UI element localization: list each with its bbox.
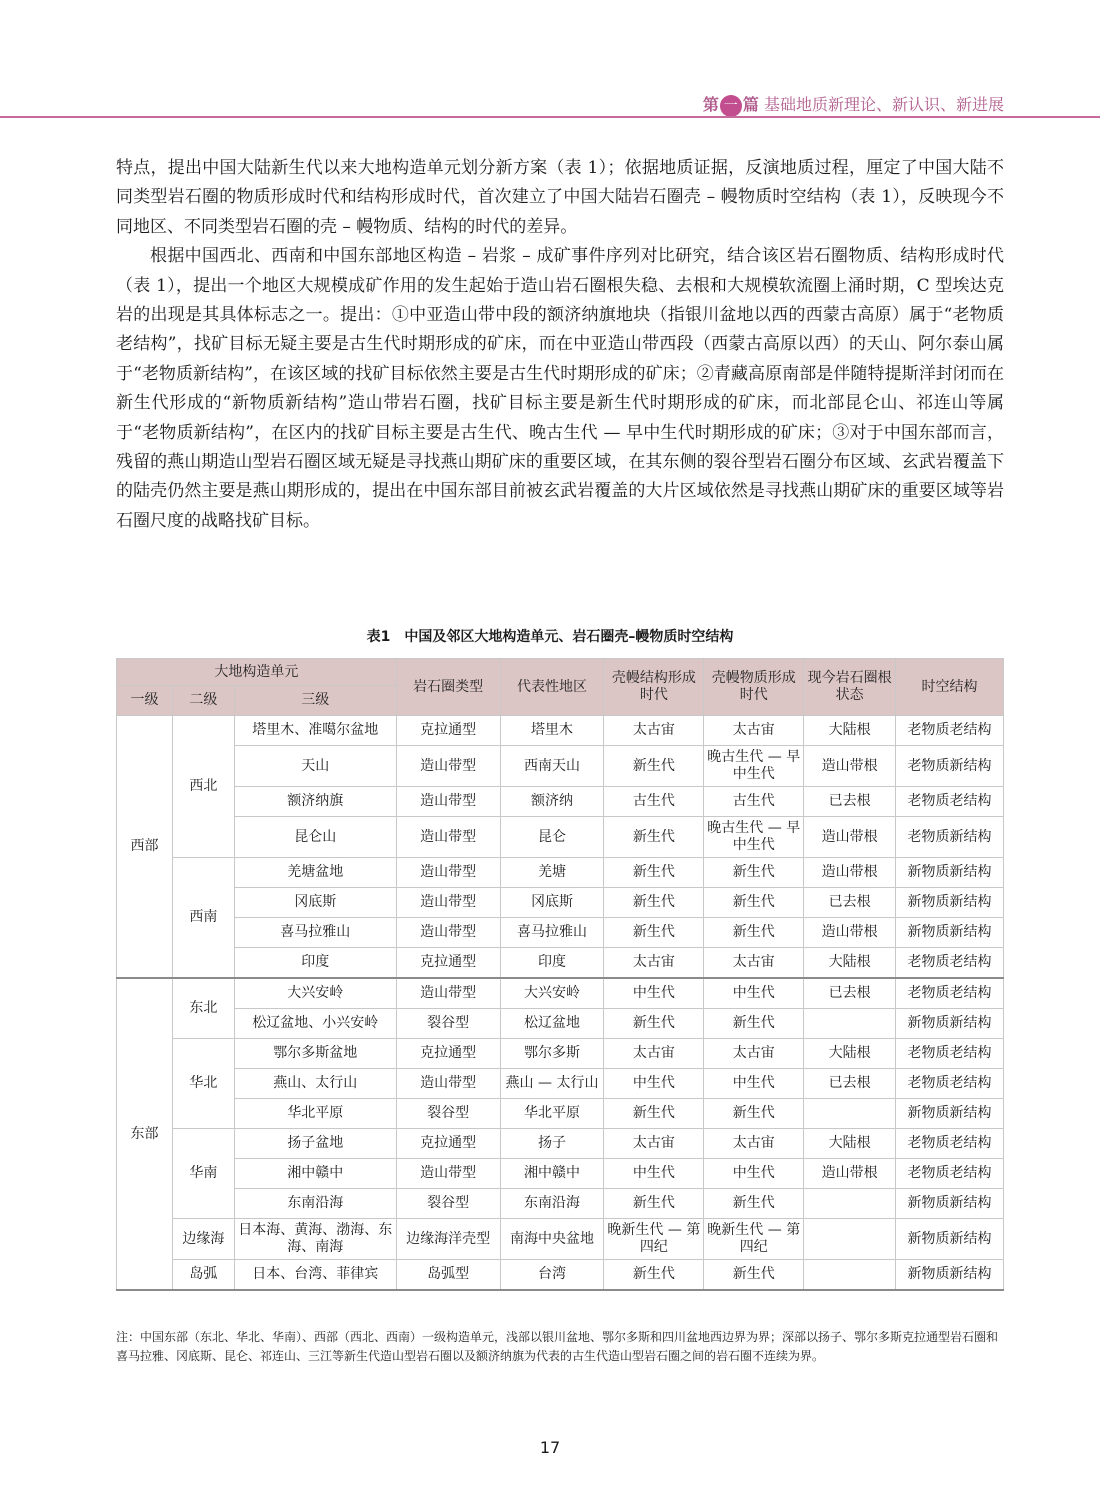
table-cell: 裂谷型 [396, 1099, 500, 1129]
table-cell: 新生代 [604, 1260, 704, 1291]
table-row [117, 978, 1004, 1009]
table-cell: 中生代 [704, 1069, 804, 1099]
level2-cell: 东北 [172, 978, 234, 1039]
table-row [117, 1189, 1004, 1219]
table-cell: 老物质老结构 [896, 948, 1004, 979]
table-cell: 太古宙 [604, 948, 704, 979]
table-cell: 造山带根 [804, 858, 896, 888]
header-part-suffix: 篇 [742, 95, 759, 114]
level2-cell: 西南 [172, 858, 234, 979]
table-cell: 新生代 [704, 858, 804, 888]
table-cell: 太古宙 [704, 1129, 804, 1159]
table-cell: 新生代 [604, 817, 704, 858]
header-rule [0, 116, 1100, 118]
table-cell: 新生代 [704, 1009, 804, 1039]
paragraph: 根据中国西北、西南和中国东部地区构造 – 岩浆 – 成矿事件序列对比研究，结合该区岩石圈物质、结构形成时代（表 1），提出一个地区大规模成矿作用的发生起始于造山岩石圈根失稳、去根和大规模软流圈上涌时期，C 型埃达克岩的出现是其具体标志之一。提出：①中亚造山带中段的额济纳旗地块（指银川盆地以西的西蒙古高原）属于“老物质老结构”，找矿目标无疑主要是古生代时期形成的矿床，而在中亚造山带西段（西蒙古高原以西）的天山、阿尔泰山属于“老物质新结构”，在该区域的找矿目标依然主要是古生代时期形成的矿床；②青藏高原南部是伴随特提斯洋封闭而在新生代形成的“新物质新结构”造山带岩石圈，找矿目标主要是新生代时期形成的矿床，而北部昆仑山、祁连山等属于“老物质新结构”，在区内的找矿目标主要是古生代、晚古生代 — 早中生代时期形成的矿床；③对于中国东部而言，残留的燕山期造山型岩石圈区域无疑是寻找燕山期矿床的重要区域，在其东侧的裂谷型岩石圈分布区域、玄武岩覆盖下的陆壳仍然主要是燕山期形成的，提出在中国东部目前被玄武岩覆盖的大片区域依然是寻找燕山期矿床的重要区域等岩石圈尺度的战略找矿目标。 [116, 246, 1004, 531]
table-cell: 额济纳旗 [234, 787, 396, 817]
table-cell: 新生代 [704, 918, 804, 948]
table-cell: 扬子 [500, 1129, 604, 1159]
table-cell: 新物质新结构 [896, 1189, 1004, 1219]
table-cell: 印度 [234, 948, 396, 979]
table-cell: 湘中赣中 [500, 1159, 604, 1189]
table-cell: 昆仑 [500, 817, 604, 858]
table-cell: 喜马拉雅山 [234, 918, 396, 948]
table-cell: 老物质老结构 [896, 1129, 1004, 1159]
table-cell: 东南沿海 [500, 1189, 604, 1219]
table-cell: 中生代 [604, 1159, 704, 1189]
table-row [117, 1219, 1004, 1260]
table-cell: 日本、台湾、菲律宾 [234, 1260, 396, 1291]
table-cell: 扬子盆地 [234, 1129, 396, 1159]
header-mat-age: 壳幔物质形成时代 [704, 659, 804, 716]
table-cell: 华北平原 [500, 1099, 604, 1129]
table-cell: 老物质新结构 [896, 746, 1004, 787]
table-cell: 新物质新结构 [896, 1219, 1004, 1260]
header-root: 现今岩石圈根状态 [804, 659, 896, 716]
table-cell: 新物质新结构 [896, 888, 1004, 918]
table-row [117, 787, 1004, 817]
table-cell: 新生代 [604, 918, 704, 948]
level1-cell: 西部 [117, 716, 173, 979]
table-cell: 老物质新结构 [896, 817, 1004, 858]
table-cell: 老物质老结构 [896, 978, 1004, 1009]
table-cell: 日本海、黄海、渤海、东海、南海 [234, 1219, 396, 1260]
table-cell: 岛弧型 [396, 1260, 500, 1291]
table-cell: 新生代 [604, 1009, 704, 1039]
table-cell: 太古宙 [604, 1039, 704, 1069]
header-unit: 大地构造单元 [117, 659, 397, 686]
table-row [117, 1129, 1004, 1159]
table-cell: 新生代 [704, 1260, 804, 1291]
table-cell: 太古宙 [704, 716, 804, 746]
level2-cell: 岛弧 [172, 1260, 234, 1291]
table-row [117, 746, 1004, 787]
level2-cell: 华南 [172, 1129, 234, 1219]
table-cell: 台湾 [500, 1260, 604, 1291]
table-cell: 印度 [500, 948, 604, 979]
header-part-circle: 一 [720, 95, 742, 117]
table-cell: 大陆根 [804, 948, 896, 979]
level2-cell: 西北 [172, 716, 234, 858]
table-cell: 南海中央盆地 [500, 1219, 604, 1260]
table-cell: 克拉通型 [396, 948, 500, 979]
table-cell: 羌塘 [500, 858, 604, 888]
table-cell: 太古宙 [704, 1039, 804, 1069]
table-cell: 造山带型 [396, 1159, 500, 1189]
table-cell: 羌塘盆地 [234, 858, 396, 888]
table-cell: 造山带根 [804, 817, 896, 858]
table-row [117, 1260, 1004, 1291]
table-cell: 造山带根 [804, 746, 896, 787]
table-cell: 中生代 [704, 1159, 804, 1189]
table-cell: 造山带型 [396, 817, 500, 858]
table-cell: 晚古生代 — 早中生代 [704, 746, 804, 787]
table-cell: 东南沿海 [234, 1189, 396, 1219]
header-level3: 三级 [234, 686, 396, 716]
table-cell [804, 1260, 896, 1291]
table-cell: 天山 [234, 746, 396, 787]
header-title: 基础地质新理论、新认识、新进展 [763, 95, 1004, 114]
table-cell: 老物质老结构 [896, 1159, 1004, 1189]
table-cell: 新物质新结构 [896, 1009, 1004, 1039]
running-header [0, 84, 1100, 118]
table-cell: 新生代 [604, 1189, 704, 1219]
table-cell [804, 1219, 896, 1260]
table-row [117, 888, 1004, 918]
table-cell: 喜马拉雅山 [500, 918, 604, 948]
header-level2: 二级 [172, 686, 234, 716]
table-cell: 克拉通型 [396, 1129, 500, 1159]
table-cell [804, 1189, 896, 1219]
table-cell: 塔里木 [500, 716, 604, 746]
table-cell: 造山带型 [396, 787, 500, 817]
table-cell: 新生代 [704, 1099, 804, 1129]
table-cell: 裂谷型 [396, 1009, 500, 1039]
header-lith-type: 岩石圈类型 [396, 659, 500, 716]
table-cell [804, 1009, 896, 1039]
table-row [117, 1009, 1004, 1039]
table-cell: 燕山、太行山 [234, 1069, 396, 1099]
table-cell [804, 1099, 896, 1129]
table-row [117, 1099, 1004, 1129]
page-number: 17 [539, 1438, 561, 1457]
table-cell: 塔里木、准噶尔盆地 [234, 716, 396, 746]
level2-cell: 华北 [172, 1039, 234, 1129]
table-cell: 克拉通型 [396, 1039, 500, 1069]
table-cell: 古生代 [604, 787, 704, 817]
body-text [116, 154, 1004, 536]
table-cell: 老物质老结构 [896, 1039, 1004, 1069]
table-cell: 造山带型 [396, 918, 500, 948]
table-cell: 造山带型 [396, 1069, 500, 1099]
table-cell: 新生代 [604, 858, 704, 888]
table-cell: 大兴安岭 [234, 978, 396, 1009]
table-cell: 鄂尔多斯盆地 [234, 1039, 396, 1069]
table-cell: 松辽盆地、小兴安岭 [234, 1009, 396, 1039]
table-cell: 中生代 [604, 978, 704, 1009]
table-cell: 湘中赣中 [234, 1159, 396, 1189]
table-note: 注：中国东部（东北、华北、华南）、西部（西北、西南）一级构造单元，浅部以银川盆地、鄂尔多斯和四川盆地西边界为界；深部以扬子、鄂尔多斯克拉通型岩石圈和喜马拉雅、冈底斯、昆仑、祁连山、三江等新生代造山型岩石圈以及额济纳旗为代表的古生代造山型岩石圈之间的岩石圈不连续为界。 [116, 1330, 999, 1363]
table-row [117, 948, 1004, 979]
table-cell: 新生代 [704, 888, 804, 918]
table-row [117, 716, 1004, 746]
table-row [117, 1069, 1004, 1099]
table-cell: 新物质新结构 [896, 1260, 1004, 1291]
table-cell: 造山带型 [396, 858, 500, 888]
table-cell: 大兴安岭 [500, 978, 604, 1009]
table-cell: 克拉通型 [396, 716, 500, 746]
table-row [117, 1159, 1004, 1189]
table-cell: 太古宙 [604, 716, 704, 746]
tectonic-table [116, 658, 1004, 1291]
table-cell: 新物质新结构 [896, 858, 1004, 888]
table-cell: 新物质新结构 [896, 918, 1004, 948]
level1-cell: 东部 [117, 978, 173, 1290]
table-cell: 已去根 [804, 1069, 896, 1099]
header-struct-age: 壳幔结构形成时代 [604, 659, 704, 716]
table-cell: 松辽盆地 [500, 1009, 604, 1039]
table-cell: 太古宙 [704, 948, 804, 979]
header-text [703, 92, 1004, 117]
table-cell: 边缘海洋壳型 [396, 1219, 500, 1260]
table-cell: 新生代 [604, 1099, 704, 1129]
table-cell: 造山带型 [396, 746, 500, 787]
table-cell: 造山带根 [804, 918, 896, 948]
table-cell: 中生代 [704, 978, 804, 1009]
table-cell: 已去根 [804, 787, 896, 817]
table-cell: 造山带根 [804, 1159, 896, 1189]
table-cell: 额济纳 [500, 787, 604, 817]
table-row [117, 1039, 1004, 1069]
table-cell: 晚新生代 — 第四纪 [704, 1219, 804, 1260]
table-cell: 新生代 [604, 746, 704, 787]
table-row [117, 918, 1004, 948]
table-caption: 表1 中国及邻区大地构造单元、岩石圈壳–幔物质时空结构 [366, 629, 734, 645]
header-region: 代表性地区 [500, 659, 604, 716]
table-cell: 古生代 [704, 787, 804, 817]
table-cell: 燕山 — 太行山 [500, 1069, 604, 1099]
table-cell: 已去根 [804, 888, 896, 918]
table-cell: 造山带型 [396, 888, 500, 918]
table-cell: 太古宙 [604, 1129, 704, 1159]
table-cell: 鄂尔多斯 [500, 1039, 604, 1069]
table-cell: 冈底斯 [234, 888, 396, 918]
table-cell: 老物质老结构 [896, 787, 1004, 817]
table-cell: 中生代 [604, 1069, 704, 1099]
table-cell: 华北平原 [234, 1099, 396, 1129]
table-cell: 裂谷型 [396, 1189, 500, 1219]
table-cell: 大陆根 [804, 1039, 896, 1069]
table-cell: 造山带型 [396, 978, 500, 1009]
table-cell: 大陆根 [804, 1129, 896, 1159]
table-cell: 昆仑山 [234, 817, 396, 858]
table-row [117, 817, 1004, 858]
table-cell: 老物质老结构 [896, 1069, 1004, 1099]
table-cell: 西南天山 [500, 746, 604, 787]
table-cell: 冈底斯 [500, 888, 604, 918]
paragraph: 特点，提出中国大陆新生代以来大地构造单元划分新方案（表 1）；依据地质证据，反演地质过程，厘定了中国大陆不同类型岩石圈的物质形成时代和结构形成时代，首次建立了中国大陆岩石圈壳 – 幔物质时空结构（表 1），反映现今不同地区、不同类型岩石圈的壳 – 幔物质、结构的时代的差异。 [116, 158, 1004, 237]
table-cell: 新生代 [704, 1189, 804, 1219]
table-cell: 已去根 [804, 978, 896, 1009]
table-cell: 晚新生代 — 第四纪 [604, 1219, 704, 1260]
table-cell: 老物质老结构 [896, 716, 1004, 746]
header-level1: 一级 [117, 686, 173, 716]
table-cell: 晚古生代 — 早中生代 [704, 817, 804, 858]
header-part-prefix: 第 [702, 95, 719, 114]
table-cell: 大陆根 [804, 716, 896, 746]
table-cell: 新物质新结构 [896, 1099, 1004, 1129]
header-spacetime: 时空结构 [896, 659, 1004, 716]
level2-cell: 边缘海 [172, 1219, 234, 1260]
table-cell: 新生代 [604, 888, 704, 918]
table-row [117, 858, 1004, 888]
